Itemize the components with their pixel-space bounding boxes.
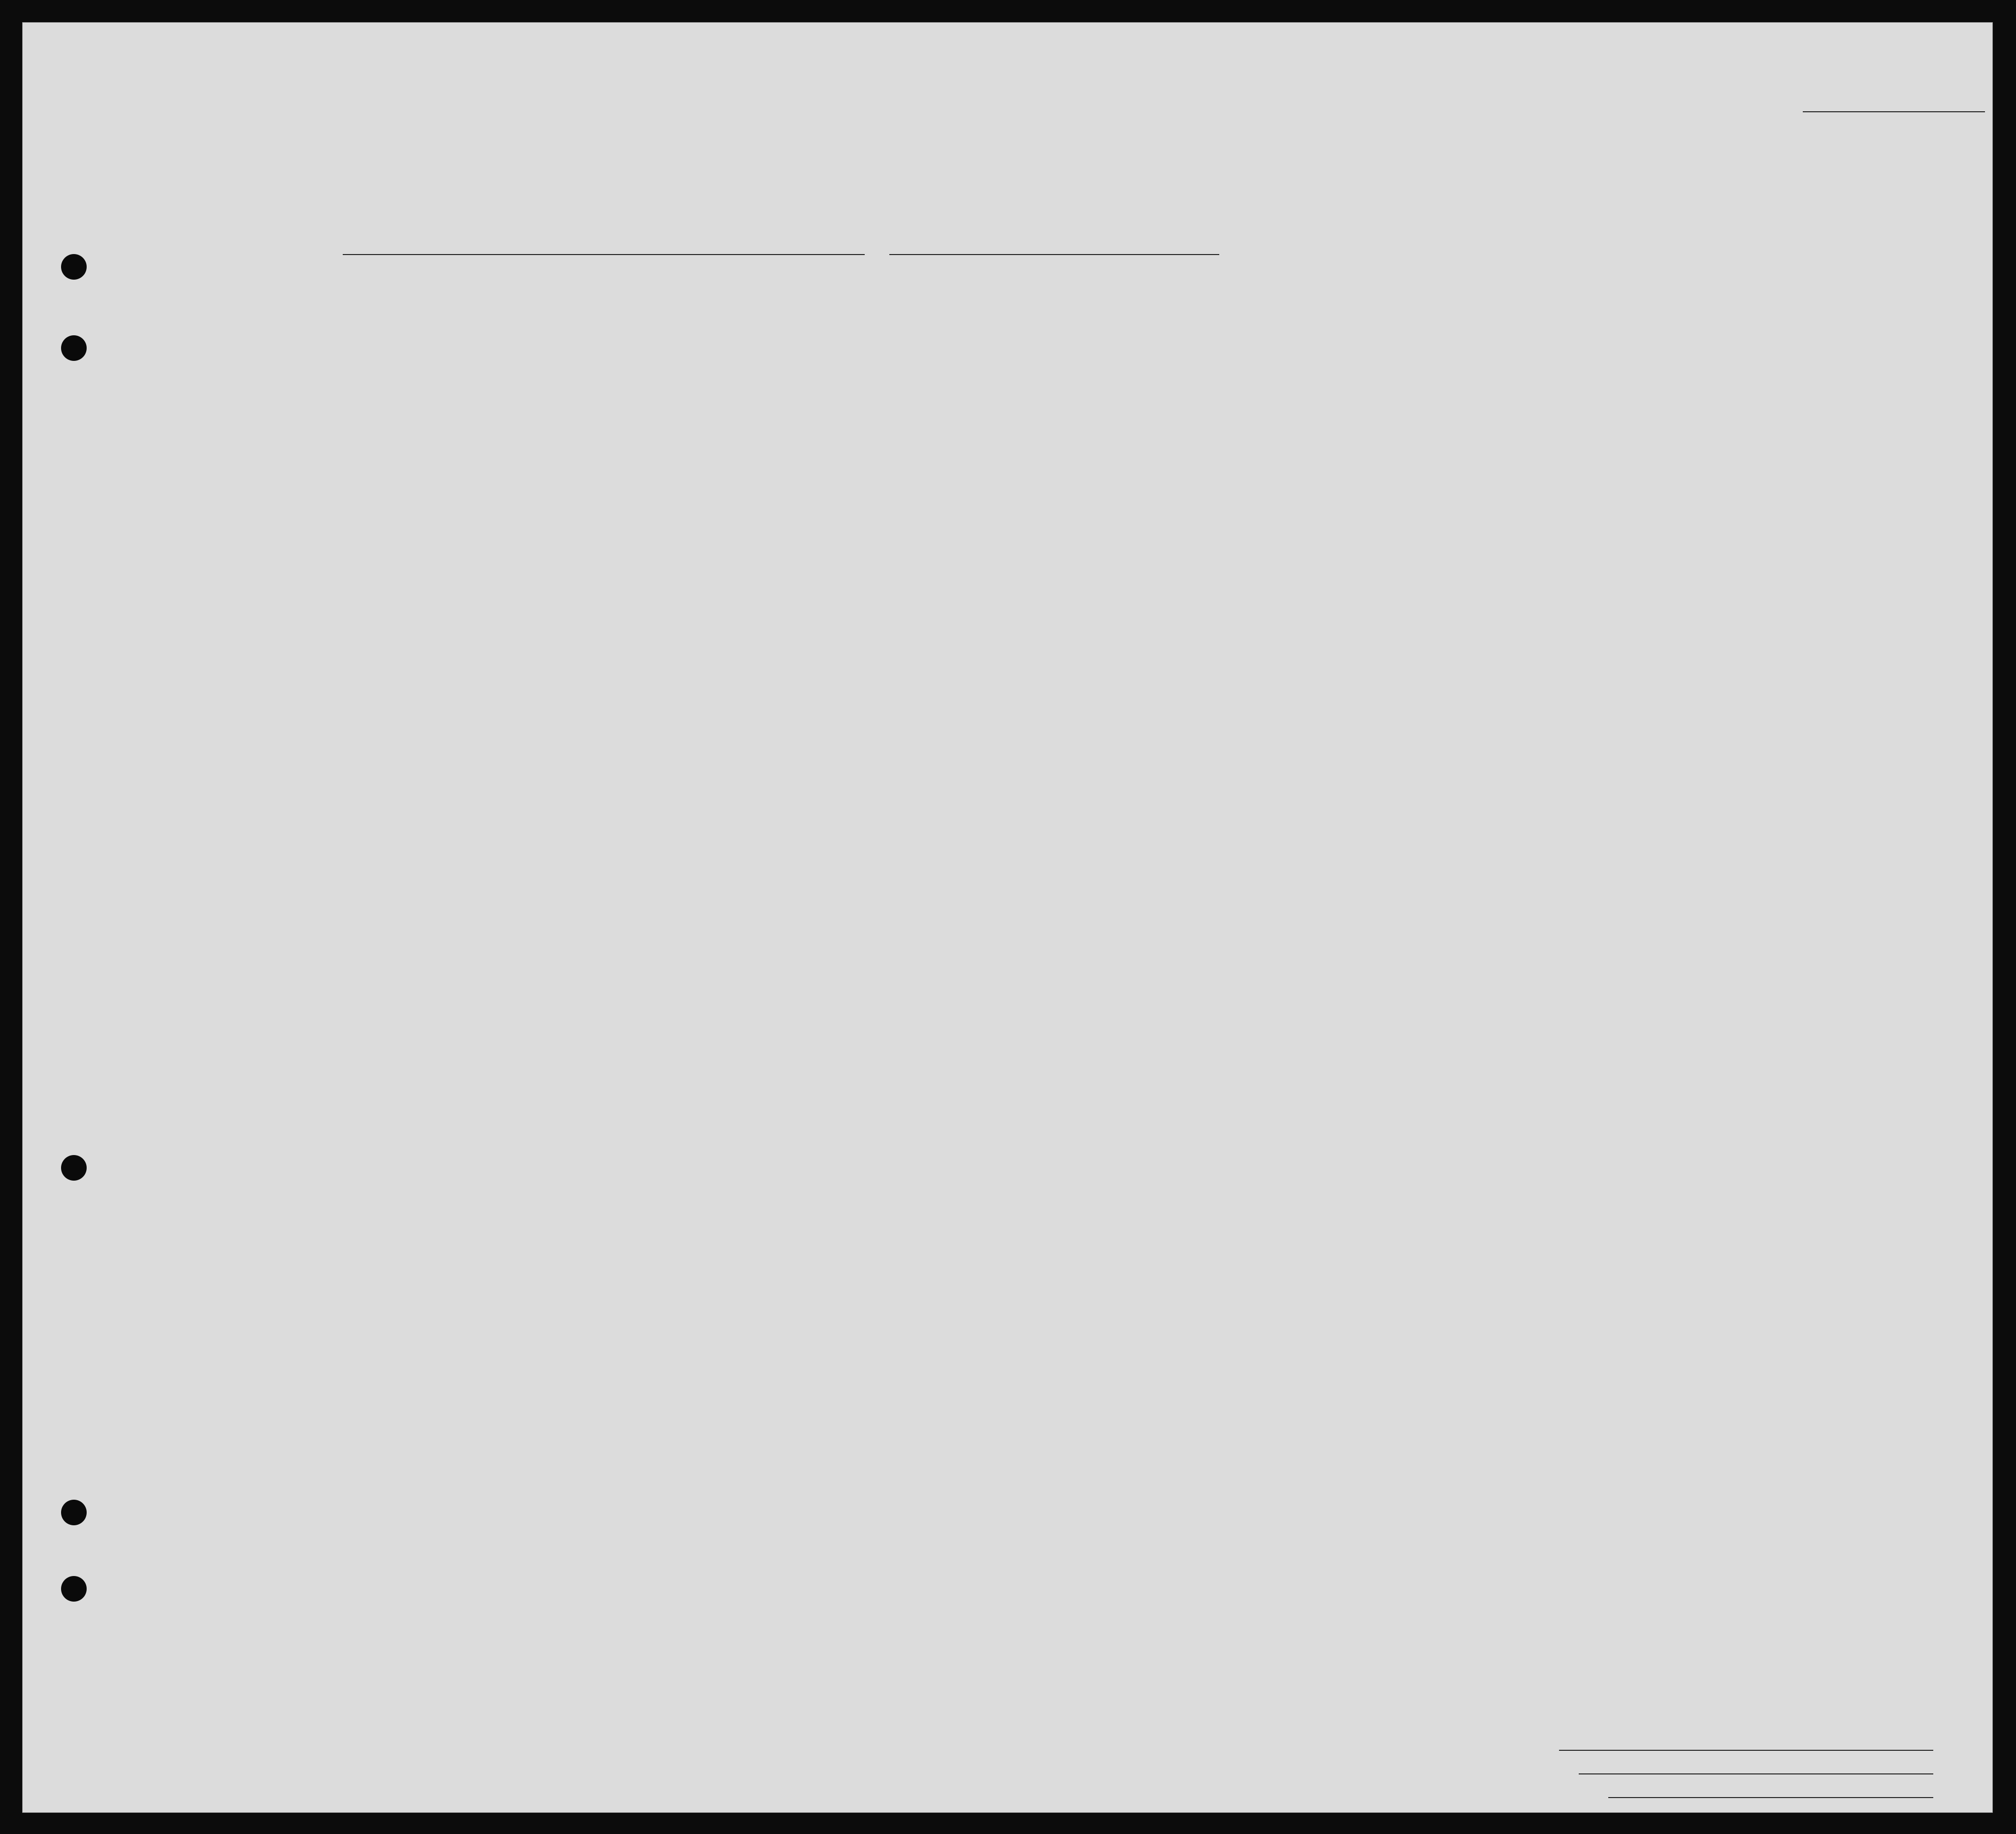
manifest-sheet: [22, 22, 1993, 1813]
owners-underline: [1579, 1773, 1933, 1774]
date-underline: [889, 254, 1219, 255]
list-underline: [1803, 111, 1985, 112]
port-underline: [343, 254, 865, 255]
agents-underline: [1608, 1797, 1933, 1798]
line-underline: [1559, 1750, 1933, 1751]
form-grid: [23, 23, 1992, 1812]
